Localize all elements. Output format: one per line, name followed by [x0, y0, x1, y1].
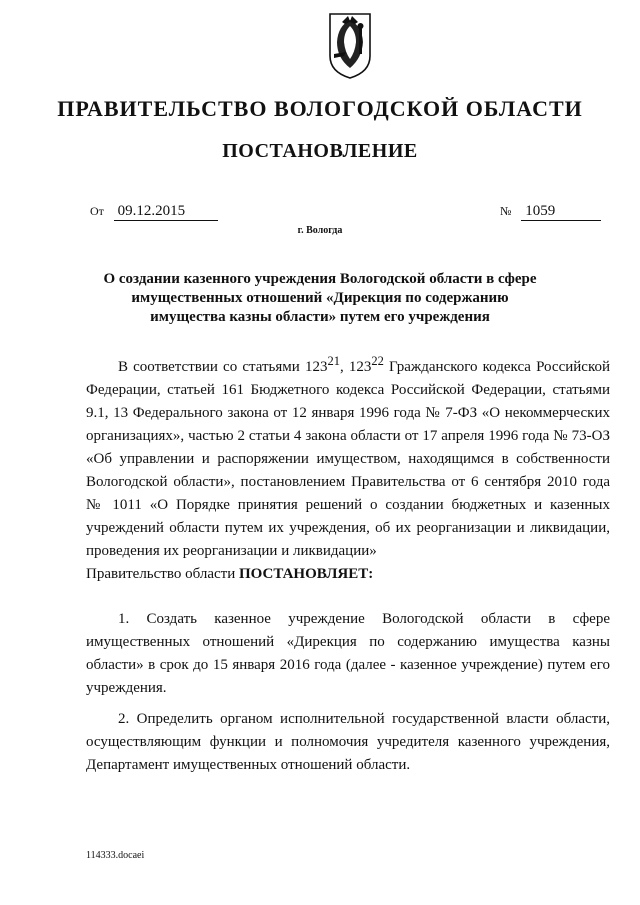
preamble-sup-2: 22	[371, 354, 384, 368]
subject-line-3: имущества казны области» путем его учреждения	[150, 309, 490, 325]
subject-line-2: имущественных отношений «Дирекция по содержанию	[131, 290, 509, 306]
resolution-item-1: 1. Создать казенное учреждение Вологодской области в сфере имущественных отношений «Дирекция по содержанию имущества казны области» в срок до 15 января 2016 года (далее - казенное учреждение) путем его учреждения.	[86, 611, 610, 696]
date-label: От	[90, 204, 104, 218]
subject-line-1: О создании казенного учреждения Вологодской области в сфере	[103, 271, 537, 287]
number-field	[500, 203, 601, 221]
resolution-line	[86, 563, 610, 586]
number-label: №	[500, 204, 512, 218]
document-subject	[90, 270, 550, 327]
document-body	[86, 350, 610, 777]
preamble-text-3: Гражданского кодекса Российской Федерации, статьей 161 Бюджетного кодекса Российской Федерации, статьями 9.1, 13 Федерального закона от 12 января 1996 года № 7-ФЗ «О некоммерческих организациях», частью 2 статьи 4 закона области от 17 апреля 1996 года № 73-ОЗ «Об управлении и распоряжении имуществом, находящимся в собственности Вологодской области», постановлением Правительства от 6 сентября 2010 года № 1011 «О Порядке принятия решений о создании бюджетных и казенных учреждений области путем их учреждения, об их реорганизации и ликвидации, проведения их реорганизации и ликвидации»	[86, 359, 611, 559]
vologda-coat-of-arms-icon	[328, 12, 372, 80]
preamble-paragraph	[86, 350, 610, 563]
document-type: ПОСТАНОВЛЕНИЕ	[222, 140, 418, 162]
preamble-sup-1: 21	[327, 354, 340, 368]
resolution-prefix: Правительство области	[86, 566, 239, 582]
government-title: ПРАВИТЕЛЬСТВО ВОЛОГОДСКОЙ ОБЛАСТИ	[57, 96, 583, 121]
date-field	[90, 203, 218, 221]
city-label: г. Вологда	[297, 225, 343, 236]
document-number: 1059	[521, 203, 601, 221]
document-date: 09.12.2015	[114, 203, 218, 221]
resolution-item-2: 2. Определить органом исполнительной государственной власти области, осуществляющим функции и полномочия учредителя казенного учреждения, Департамент имущественных отношений области.	[86, 711, 610, 773]
preamble-text-2: , 123	[339, 359, 372, 375]
document-code: 114333.docaei	[86, 850, 145, 861]
resolution-verb: ПОСТАНОВЛЯЕТ:	[238, 566, 374, 582]
preamble-text-1: В соответствии со статьями 123	[118, 359, 328, 375]
